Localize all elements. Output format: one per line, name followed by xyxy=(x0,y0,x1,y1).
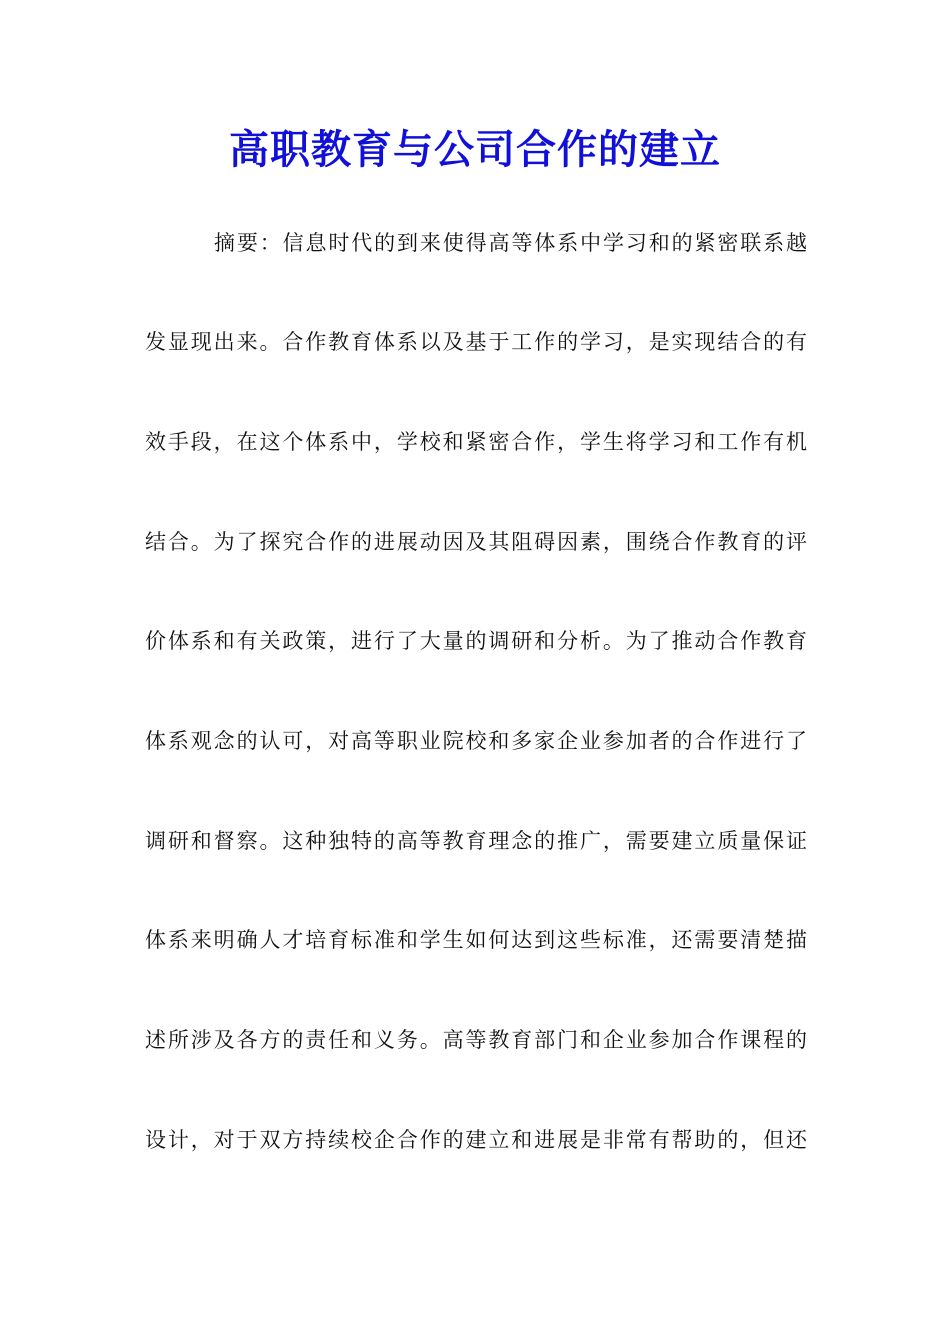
abstract-line-8: 体系来明确人才培育标准和学生如何达到这些标准，还需要清楚描 xyxy=(145,928,807,952)
abstract-line-5: 价体系和有关政策，进行了大量的调研和分析。为了推动合作教育 xyxy=(145,629,807,653)
abstract-line-9: 述所涉及各方的责任和义务。高等教育部门和企业参加合作课程的 xyxy=(145,1028,807,1052)
abstract-line-2: 发显现出来。合作教育体系以及基于工作的学习，是实现结合的有 xyxy=(145,330,807,354)
abstract-line-1: 摘要：信息时代的到来使得高等体系中学习和的紧密联系越 xyxy=(214,231,807,255)
abstract-line-6: 体系观念的认可，对高等职业院校和多家企业参加者的合作进行了 xyxy=(145,729,807,753)
abstract-line-3: 效手段，在这个体系中，学校和紧密合作，学生将学习和工作有机 xyxy=(145,430,807,454)
abstract-line-4: 结合。为了探究合作的进展动因及其阻碍因素，围绕合作教育的评 xyxy=(145,530,807,554)
document-title: 高职教育与公司合作的建立 xyxy=(229,126,721,173)
abstract-line-10: 设计，对于双方持续校企合作的建立和进展是非常有帮助的，但还 xyxy=(145,1128,807,1152)
abstract-line-7: 调研和督察。这种独特的高等教育理念的推广，需要建立质量保证 xyxy=(145,829,807,853)
